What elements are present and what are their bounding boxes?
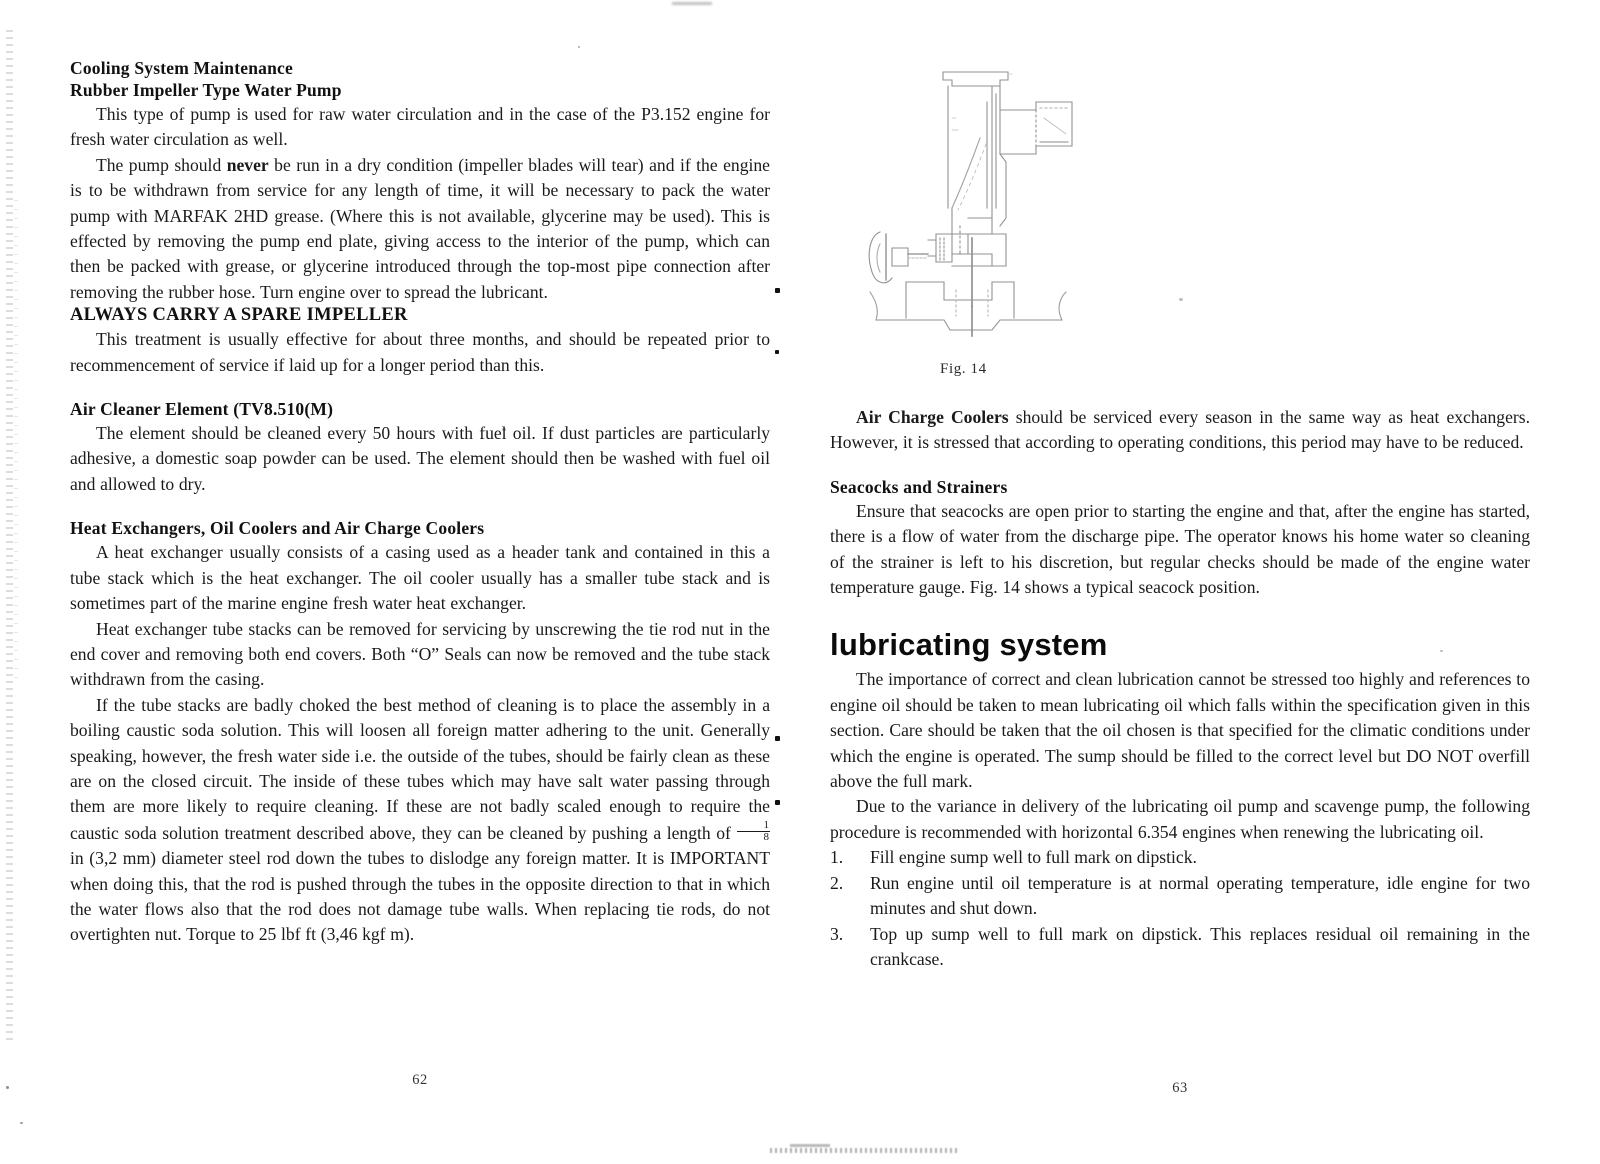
heading-air-cleaner-element: Air Cleaner Element (TV8.510(M) bbox=[70, 399, 334, 420]
page-number-right: 63 bbox=[1172, 1080, 1188, 1096]
procedure-step bbox=[830, 922, 1530, 973]
paragraph-pump-dry-rest: be run in a dry condition (impeller blades will tear) and if the engine is to be withdrawn from service for any length of time, it will be necessary to pack the water pump with MARFAK 2HD grease. (Where this is not available, glycerine may be used). This is effected by removing the pump end plate, giving access to the interior of the pump, which can then be packed with grease, or glycerine introduced through the top-most pipe connection after removing the rubber hose. Turn engine over to spread the lubricant. bbox=[70, 154, 770, 302]
gutter-dot-mark bbox=[775, 800, 780, 805]
paragraph-pump-dry-condition bbox=[70, 153, 770, 305]
heading-cooling-system-maintenance: Cooling System Maintenance bbox=[70, 58, 293, 78]
figure-14-seacock-drawing bbox=[840, 58, 1170, 358]
emphasis-air-charge-coolers: Air Charge Coolers bbox=[856, 407, 1009, 427]
section-spacer bbox=[830, 600, 1530, 627]
paragraph-spacer bbox=[70, 378, 770, 399]
scan-edge-artifact-left-secondary bbox=[14, 200, 18, 680]
paragraph-tube-cleaning-rest: in (3,2 mm) diameter steel rod down the tubes to dislodge any foreign matter. It is IMPORTANT when doing this, that the rod is pushed through the tubes in the opposite direction to that in which the water flows also that the rod does not damage tube walls. When replacing tie rods, do not overtighten nut. Torque to 25 lbf ft (3,46 kgf m). bbox=[70, 848, 770, 945]
paragraph-air-charge-coolers bbox=[830, 405, 1530, 456]
heading-seacocks-and-strainers: Seacocks and Strainers bbox=[830, 476, 1008, 497]
paragraph-seacocks-procedure: Ensure that seacocks are open prior to starting the engine and that, after the engine has started, there is a flow of water from the discharge pipe. The operator knows his home water so cleaning of the strainer is left to his discretion, but regular checks should be made of the engine water temperature gauge. Fig. 14 shows a typical seacock position. bbox=[830, 500, 1530, 598]
procedure-step-text: Top up sump well to full mark on dipstick. This replaces residual oil remaining in the crankcase. bbox=[870, 923, 1530, 969]
heading-heat-exchangers-oil-coolers: Heat Exchangers, Oil Coolers and Air Charge Coolers bbox=[70, 518, 485, 539]
scan-speck bbox=[6, 1086, 9, 1089]
scan-speck bbox=[20, 1122, 23, 1124]
paragraph-oil-pump-variance: Due to the variance in delivery of the lubricating oil pump and scavenge pump, the following procedure is recommended with horizontal 6.354 engines when renewing the lubricating oil. bbox=[830, 796, 1530, 842]
procedure-step bbox=[830, 871, 1530, 922]
gutter-dot-mark bbox=[775, 288, 780, 293]
fraction-denominator: 8 bbox=[763, 830, 769, 843]
figure-caption-fig-14: Fig. 14 bbox=[940, 361, 987, 377]
paragraph-heat-exchanger-description: A heat exchanger usually consists of a casing used as a header tank and contained in this a tube stack which is the heat exchanger. The oil cooler usually has a smaller tube stack and is sometimes part of the marine engine fresh water heat exchanger. bbox=[70, 542, 770, 614]
paragraph-pump-usage: This type of pump is used for raw water circulation and in the case of the P3.152 engine for fresh water circulation as well. bbox=[70, 104, 770, 150]
procedure-step bbox=[830, 845, 1530, 870]
paragraph-lubrication-importance: The importance of correct and clean lubrication cannot be stressed too highly and references to engine oil should be taken to mean lubricating oil which falls within the specification given in this section. Care should be taken that the oil chosen is that specified for the climatic conditions under which the engine is operated. The sump should be filled to the correct level but DO NOT overfill above the full mark. bbox=[830, 669, 1530, 792]
seacock-valve-diagram bbox=[840, 58, 1170, 358]
heading-always-carry-spare-impeller: ALWAYS CARRY A SPARE IMPELLER bbox=[70, 305, 408, 326]
paragraph-tube-stack-cleaning bbox=[70, 693, 770, 948]
page-right bbox=[830, 0, 1530, 1164]
emphasis-never: never bbox=[226, 154, 269, 175]
gutter-dot-mark bbox=[775, 736, 780, 741]
page-left bbox=[70, 0, 770, 1164]
section-title-lubricating-system: lubricating system bbox=[830, 627, 1108, 663]
page-number-left: 62 bbox=[412, 1072, 428, 1088]
scan-edge-artifact-left bbox=[6, 30, 13, 1040]
fraction-numerator: 1 bbox=[737, 820, 771, 832]
heading-rubber-impeller-type-water-pump: Rubber Impeller Type Water Pump bbox=[70, 80, 342, 100]
paragraph-pump-dry-lead: The pump should bbox=[96, 154, 227, 175]
paragraph-tube-stack-removal: Heat exchanger tube stacks can be removed for servicing by unscrewing the tie rod nut in the end cover and removing both end covers. Both “O” Seals can now be removed and the tube stack withdrawn from the casing. bbox=[70, 618, 770, 690]
paragraph-spacer bbox=[830, 456, 1530, 477]
procedure-step-text: Fill engine sump well to full mark on dipstick. bbox=[870, 847, 1197, 868]
procedure-step-number: 3. bbox=[830, 923, 844, 944]
paragraph-air-cleaner-service: The element should be cleaned every 50 hours with fuel oil. If dust particles are particularly adhesive, a domestic soap powder can be used. The element should then be washed with fuel oil and allowed to dry. bbox=[70, 423, 770, 494]
paragraph-spacer bbox=[70, 497, 770, 518]
gutter-dot-mark bbox=[775, 350, 779, 354]
scan-smudge-bottom-secondary bbox=[790, 1144, 830, 1147]
paragraph-air-charge-coolers-rest: should be serviced every season in the same way as heat exchangers. However, it is stressed that according to operating conditions, this period may have to be reduced. bbox=[830, 407, 1530, 453]
fraction-one-eighth bbox=[737, 820, 771, 843]
paragraph-tube-cleaning-lead: If the tube stacks are badly choked the best method of cleaning is to place the assembly in a boiling caustic soda solution. This will loosen all foreign matter adhering to the unit. Generally speaking, however, the fresh water side i.e. the outside of the tubes, should be fairly clean as these are on the closed circuit. The inside of these tubes which may have salt water passing through them are more likely to require cleaning. If these are not badly scaled enough to require the caustic soda solution treatment described above, they can be cleaned by pushing a length of bbox=[70, 694, 770, 843]
procedure-step-text: Run engine until oil temperature is at normal operating temperature, idle engine for two minutes and shut down. bbox=[870, 872, 1530, 919]
procedure-step-number: 1. bbox=[830, 847, 844, 868]
procedure-step-number: 2. bbox=[830, 872, 844, 893]
procedure-list bbox=[830, 845, 1530, 972]
paragraph-treatment-effectiveness: This treatment is usually effective for about three months, and should be repeated prior to recommencement of service if laid up for a longer period than this. bbox=[70, 329, 770, 375]
